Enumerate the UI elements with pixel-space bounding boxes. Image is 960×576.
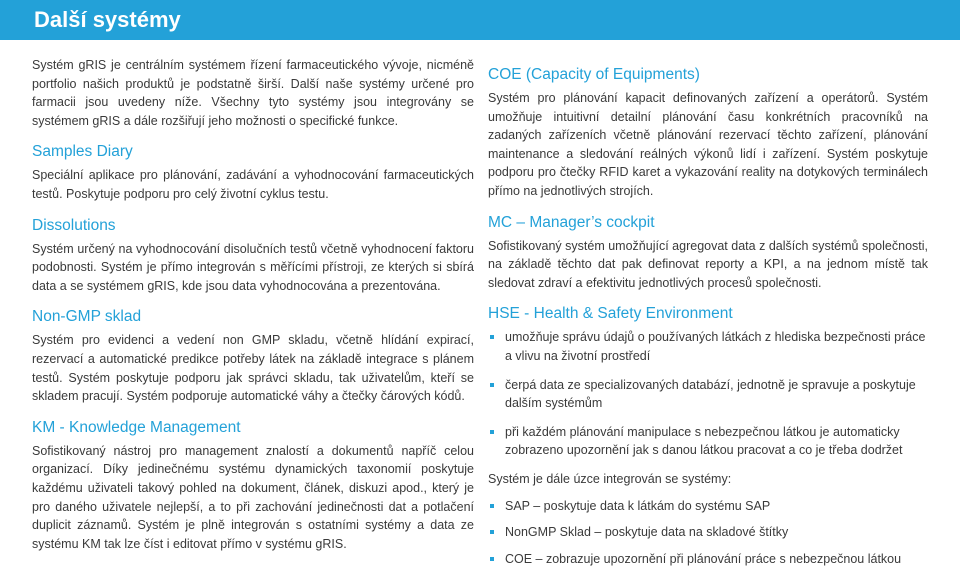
- integration-intro: Systém je dále úzce integrován se systémy:: [488, 471, 732, 486]
- dissolutions-heading: Dissolutions: [32, 216, 116, 234]
- list-item: NonGMP Sklad – poskytuje data na skladové štítky: [488, 523, 928, 542]
- mc-text: Sofistikovaný systém umožňující agregovat data z dalších systémů společnosti, na základě těchto dat pak definovat reporty a KPI, a na jednom místě tak sledovat zdraví a efektivitu jednotlivých procesů společnosti.: [488, 238, 928, 290]
- list-item: COE – zobrazuje upozornění při plánování práce s nebezpečnou látkou: [488, 550, 928, 569]
- km-text: Sofistikovaný nástroj pro management znalostí a dokumentů napříč celou organizací. Díky jedinečnému systému dynamických taxonomií poskytuje každému uživateli takový pohled na dokument, článek, diskuzi apod., který je pro daného uživatele nejlepší, a to při zachování jedinečnosti dat a potlačení duplicit záznamů. Systém je plně integrován s ostatními systémy a data ze systému KM tak lze číst i editovat přímo v systému gRIS.: [32, 443, 474, 551]
- page-header: [0, 0, 960, 40]
- list-item: čerpá data ze specializovaných databází, jednotně je spravuje a poskytuje dalším systémům: [488, 376, 928, 413]
- page-title: Další systémy: [34, 7, 181, 32]
- intro-paragraph: Systém gRIS je centrálním systémem řízení farmaceutického vývoje, nicméně portfolio našich produktů je podstatně širší. Další naše systémy určené pro farmacii jsou uvedeny níže. Všechny tyto systémy jsou integrovány se systémem gRIS a dále rozšiřují jeho možnosti o specifické funkce.: [32, 58, 474, 128]
- left-column: [32, 56, 474, 553]
- integration-list: [488, 497, 928, 569]
- list-item: umožňuje správu údajů o používaných látkách z hlediska bezpečnosti práce a vlivu na životní prostředí: [488, 328, 928, 365]
- samples-diary-text: Speciální aplikace pro plánování, zadávání a vyhodnocování farmaceutických testů. Poskytuje podporu pro celý životní cyklus testu.: [32, 168, 474, 201]
- coe-text: Systém pro plánování kapacit definovaných zařízení a operátorů. Systém umožňuje intuitivní detailní plánování času konkrétních pracovníků na zadaných zařízeních včetně plánování rezervací těchto zařízení, plánování maintenance a sledování reálných výkonů lidí i zařízení. Systém poskytuje podporu pro čtečky RFID karet a vykazování reality na dotykových terminálech přímo na jednotlivých strojích.: [488, 91, 928, 198]
- km-heading: KM - Knowledge Management: [32, 418, 241, 436]
- non-gmp-heading: Non-GMP sklad: [32, 308, 142, 326]
- dissolutions-text: Systém určený na vyhodnocování disolučních testů včetně vyhodnocení faktoru podobnosti. Systém je přímo integrován s měřícími přístroji, ze kterých si sbírá data a se systémem gRIS, kde jsou data vyhodnocována a prezentována.: [32, 241, 474, 293]
- non-gmp-text: Systém pro evidenci a vedení non GMP skladu, včetně hlídání expirací, rezervací a automatické predikce potřeby látek na základě integrace s plánem testů. Systém poskytuje podporu jak správci skladu, tak uživatelům, kteří se skladem pracují. Systém podporuje automatické váhy a čtečky čárových kódů.: [32, 333, 474, 404]
- hse-bullet-list: [488, 328, 928, 460]
- samples-diary-heading: Samples Diary: [32, 143, 133, 161]
- list-item: SAP – poskytuje data k látkám do systému SAP: [488, 497, 928, 516]
- right-column: [488, 56, 928, 576]
- mc-heading: MC – Manager’s cockpit: [488, 213, 655, 231]
- hse-heading: HSE - Health & Safety Environment: [488, 305, 733, 323]
- list-item: při každém plánování manipulace s nebezpečnou látkou je automaticky zobrazeno upozornění jak s danou látkou pracovat a co je třeba dodržet: [488, 423, 928, 460]
- coe-heading: COE (Capacity of Equipments): [488, 66, 700, 83]
